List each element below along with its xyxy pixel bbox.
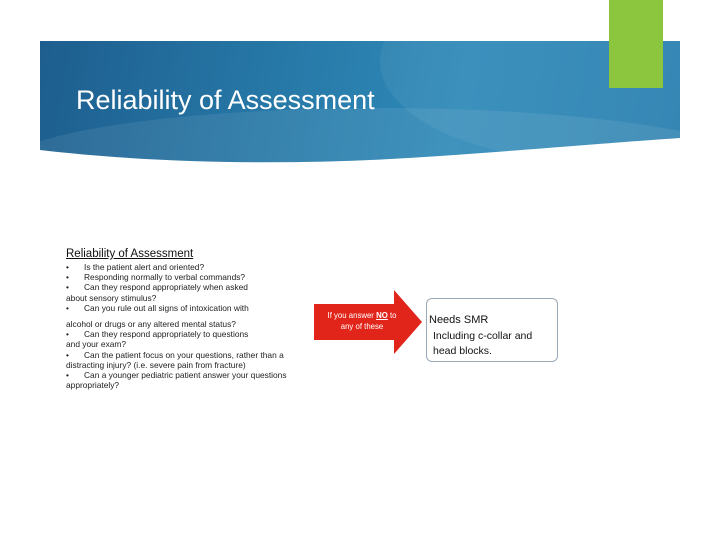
- arrow-label-no: NO: [376, 311, 388, 320]
- bullet-icon: •: [66, 272, 69, 283]
- title-banner: [40, 41, 680, 168]
- criteria-list: [66, 262, 316, 390]
- criteria-text: Responding normally to verbal commands?: [84, 272, 246, 283]
- arrow-label: [320, 310, 404, 332]
- slide-title: Reliability of Assessment: [76, 85, 375, 115]
- criteria-item: [66, 370, 316, 390]
- criteria-item: [66, 303, 316, 329]
- answer-no-arrow: [314, 290, 426, 354]
- banner-wave: [40, 138, 680, 168]
- criteria-text: Can they respond appropriately when asked: [84, 282, 248, 293]
- criteria-text: Is the patient alert and oriented?: [84, 262, 205, 272]
- criteria-item: [66, 272, 316, 282]
- assessment-figure: [64, 248, 564, 428]
- criteria-item: [66, 282, 316, 302]
- bullet-icon: •: [66, 349, 69, 360]
- smr-result-box: [426, 298, 558, 362]
- criteria-item: [66, 262, 316, 272]
- criteria-text: Can a younger pediatric patient answer your questions: [84, 370, 287, 381]
- criteria-continuation: distracting injury? (i.e. severe pain from fracture): [66, 359, 246, 370]
- criteria-item: [66, 350, 316, 370]
- bullet-icon: •: [66, 262, 69, 272]
- bullet-icon: •: [66, 370, 69, 381]
- criteria-continuation: alcohol or drugs or any altered mental status?: [66, 319, 236, 330]
- criteria-continuation: appropriately?: [66, 380, 120, 391]
- criteria-text: Can you rule out all signs of intoxication with: [84, 302, 249, 313]
- bullet-icon: •: [66, 282, 69, 293]
- criteria-item: [66, 329, 316, 349]
- bullet-icon: •: [66, 329, 69, 340]
- arrow-label-line2: any of these: [340, 322, 384, 331]
- bullet-icon: •: [66, 302, 69, 313]
- arrow-label-post: to: [387, 311, 397, 320]
- criteria-text: Can they respond appropriately to questions: [84, 329, 249, 340]
- accent-square: [609, 0, 663, 88]
- criteria-continuation: about sensory stimulus?: [66, 292, 157, 303]
- arrow-label-pre: If you answer: [327, 311, 377, 320]
- figure-heading: Reliability of Assessment: [66, 248, 194, 260]
- criteria-continuation: and your exam?: [66, 339, 127, 350]
- smr-title: Needs SMR: [429, 314, 489, 326]
- smr-line-2: head blocks.: [433, 345, 492, 357]
- criteria-text: Can the patient focus on your questions, rather than a: [84, 349, 284, 360]
- smr-line-1: Including c-collar and: [433, 330, 533, 342]
